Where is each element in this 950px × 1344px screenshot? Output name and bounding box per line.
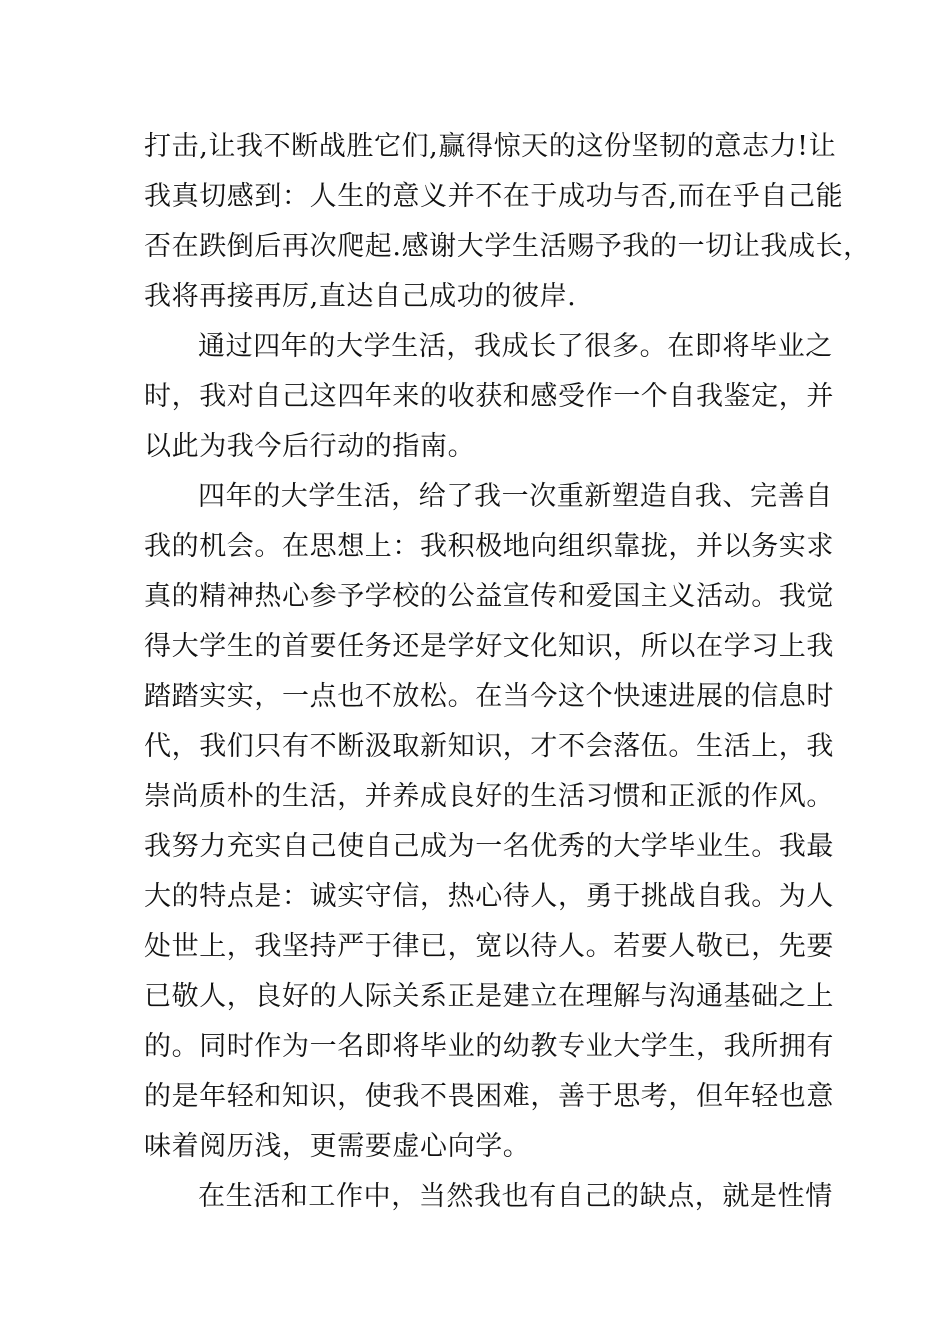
body-line: 处世上，我坚持严于律已，宽以待人。若要人敬已，先要 [144, 931, 834, 962]
body-line: 否在跌倒后再次爬起.感谢大学生活赐予我的一切让我成长， [144, 231, 871, 262]
body-line: 打击,让我不断战胜它们,赢得惊天的这份坚韧的意志力!让 [144, 131, 837, 162]
body-line: 得大学生的首要任务还是学好文化知识，所以在学习上我 [144, 631, 834, 662]
body-line: 我的机会。在思想上：我积极地向组织靠拢，并以务实求 [144, 531, 834, 562]
body-line: 真的精神热心参予学校的公益宣传和爱国主义活动。我觉 [144, 581, 834, 612]
body-line: 崇尚质朴的生活，并养成良好的生活习惯和正派的作风。 [144, 781, 834, 812]
body-line: 的是年轻和知识，使我不畏困难，善于思考，但年轻也意 [144, 1081, 834, 1112]
paragraph-first-line: 通过四年的大学生活，我成长了很多。在即将毕业之 [198, 331, 833, 362]
body-line: 我真切感到：人生的意义并不在于成功与否,而在乎自己能 [144, 181, 844, 212]
paragraph-first-line: 在生活和工作中，当然我也有自己的缺点，就是性情 [198, 1181, 833, 1212]
body-line: 代，我们只有不断汲取新知识，才不会落伍。生活上，我 [144, 731, 834, 762]
body-line: 的。同时作为一名即将毕业的幼教专业大学生，我所拥有 [144, 1031, 834, 1062]
body-line: 我努力充实自己使自己成为一名优秀的大学毕业生。我最 [144, 831, 834, 862]
body-line: 大的特点是：诚实守信，热心待人，勇于挑战自我。为人 [144, 881, 834, 912]
body-line: 踏踏实实，一点也不放松。在当今这个快速进展的信息时 [144, 681, 834, 712]
body-line: 时，我对自己这四年来的收获和感受作一个自我鉴定，并 [144, 381, 834, 412]
document-body [144, 122, 871, 1222]
body-line: 以此为我今后行动的指南。 [144, 431, 476, 462]
body-line: 已敬人，良好的人际关系正是建立在理解与沟通基础之上 [144, 981, 834, 1012]
body-line: 味着阅历浅，更需要虚心向学。 [144, 1131, 531, 1162]
body-line: 我将再接再厉,直达自己成功的彼岸. [144, 281, 577, 312]
paragraph-first-line: 四年的大学生活，给了我一次重新塑造自我、完善自 [198, 481, 833, 512]
